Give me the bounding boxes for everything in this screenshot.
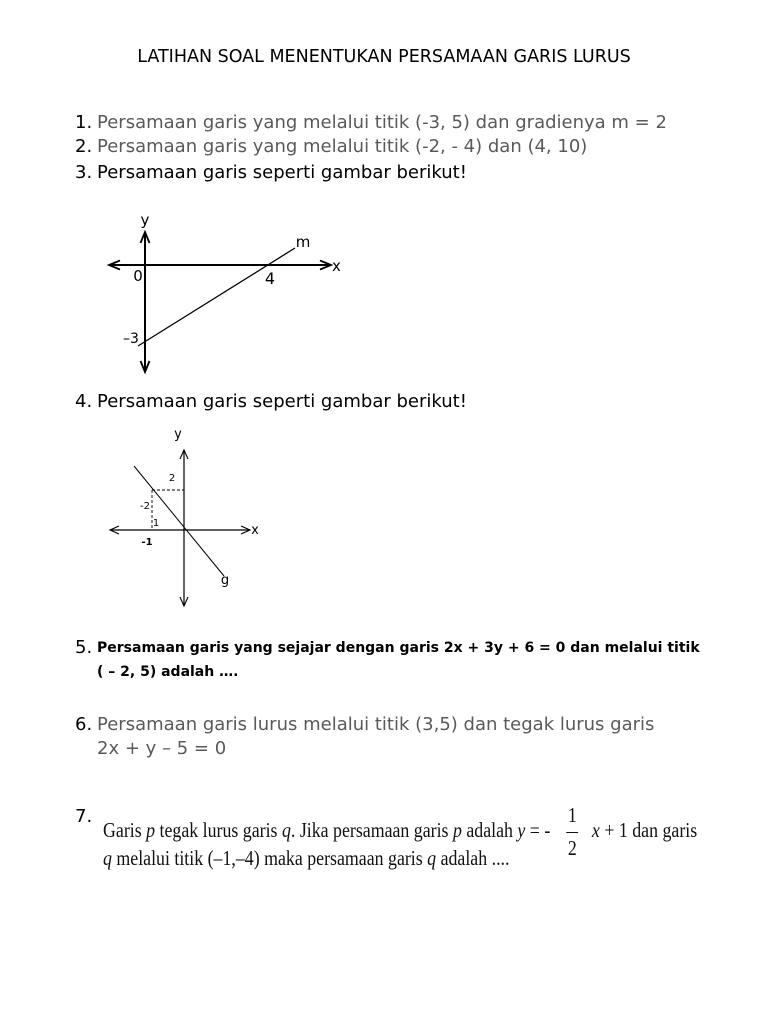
question-text-segment: adalah: [461, 818, 518, 842]
x-axis-label: x: [332, 257, 341, 275]
tick-label: 1: [152, 518, 160, 529]
math-variable: q: [427, 846, 437, 870]
x-axis-label: x: [251, 523, 259, 538]
tick-label: 2: [168, 473, 176, 484]
math-variable: q: [103, 846, 112, 870]
question-number: 2.: [75, 136, 93, 157]
tick-label: -1: [141, 537, 153, 548]
page-title: LATIHAN SOAL MENENTUKAN PERSAMAAN GARIS LURUS: [137, 47, 631, 67]
y-axis-label: y: [174, 427, 182, 442]
question-text: Persamaan garis seperti gambar berikut!: [97, 391, 467, 412]
y-axis-label: y: [140, 211, 150, 229]
tick-label: -2: [140, 501, 150, 512]
y-intercept-label: –3: [123, 331, 139, 347]
question-text-segment: adalah ....: [436, 846, 510, 870]
question-text-segment: melalui titik (–1,–4) maka persamaan garis: [111, 846, 428, 870]
question-4: [75, 390, 467, 414]
question-number: 4.: [75, 391, 93, 412]
question-text-segment: tegak lurus garis: [155, 818, 282, 842]
line-label: m: [295, 233, 311, 251]
question-text: Persamaan garis yang melalui titik (-2, - 4) dan (4, 10): [97, 136, 588, 157]
question-2: [75, 135, 587, 159]
question-text-line: 2x + y – 5 = 0: [97, 738, 227, 759]
math-variable: p: [146, 818, 156, 842]
question-text-segment: Garis: [103, 818, 147, 842]
figure-2-line-graph: [100, 420, 280, 615]
question-number: 5.: [75, 637, 93, 658]
question-1: [75, 111, 667, 135]
question-number: 3.: [75, 162, 93, 183]
line-label: g: [220, 573, 230, 588]
x-intercept-label: 4: [264, 269, 276, 288]
fraction-bar: [566, 832, 578, 833]
question-text: Persamaan garis seperti gambar berikut!: [97, 162, 467, 183]
question-number: 7.: [75, 806, 93, 827]
question-5: [75, 636, 700, 684]
question-text-segment: . Jika persamaan garis: [290, 818, 453, 842]
question-text-line: Persamaan garis lurus melalui titik (3,5) dan tegak lurus garis: [97, 714, 655, 735]
math-variable: q: [281, 818, 291, 842]
line-m: [138, 248, 295, 346]
question-text: [97, 713, 654, 761]
origin-label: 0: [133, 267, 143, 285]
fraction-numerator: 1: [567, 803, 577, 827]
fraction-denominator: 2: [567, 836, 577, 860]
math-variable: p: [452, 818, 462, 842]
question-number: 6.: [75, 714, 93, 735]
question-6: [75, 713, 654, 761]
question-text-line: Persamaan garis yang sejajar dengan garis 2x + 3y + 6 = 0 dan melalui titik: [97, 640, 700, 656]
math-variable: x: [591, 818, 600, 842]
question-text-line: ( – 2, 5) adalah ….: [97, 664, 239, 680]
line-g: [134, 466, 224, 576]
question-text: Persamaan garis yang melalui titik (-3, 5) dan gradienya m = 2: [97, 112, 667, 133]
question-text-segment: = -: [525, 818, 551, 842]
math-variable: y: [517, 818, 526, 842]
question-7-line-2: [103, 846, 509, 870]
question-number: 1.: [75, 112, 93, 133]
question-text-segment: + 1 dan garis: [599, 818, 698, 842]
figure-1-line-graph: [100, 205, 360, 380]
question-3: [75, 161, 467, 185]
question-text: [97, 636, 700, 684]
